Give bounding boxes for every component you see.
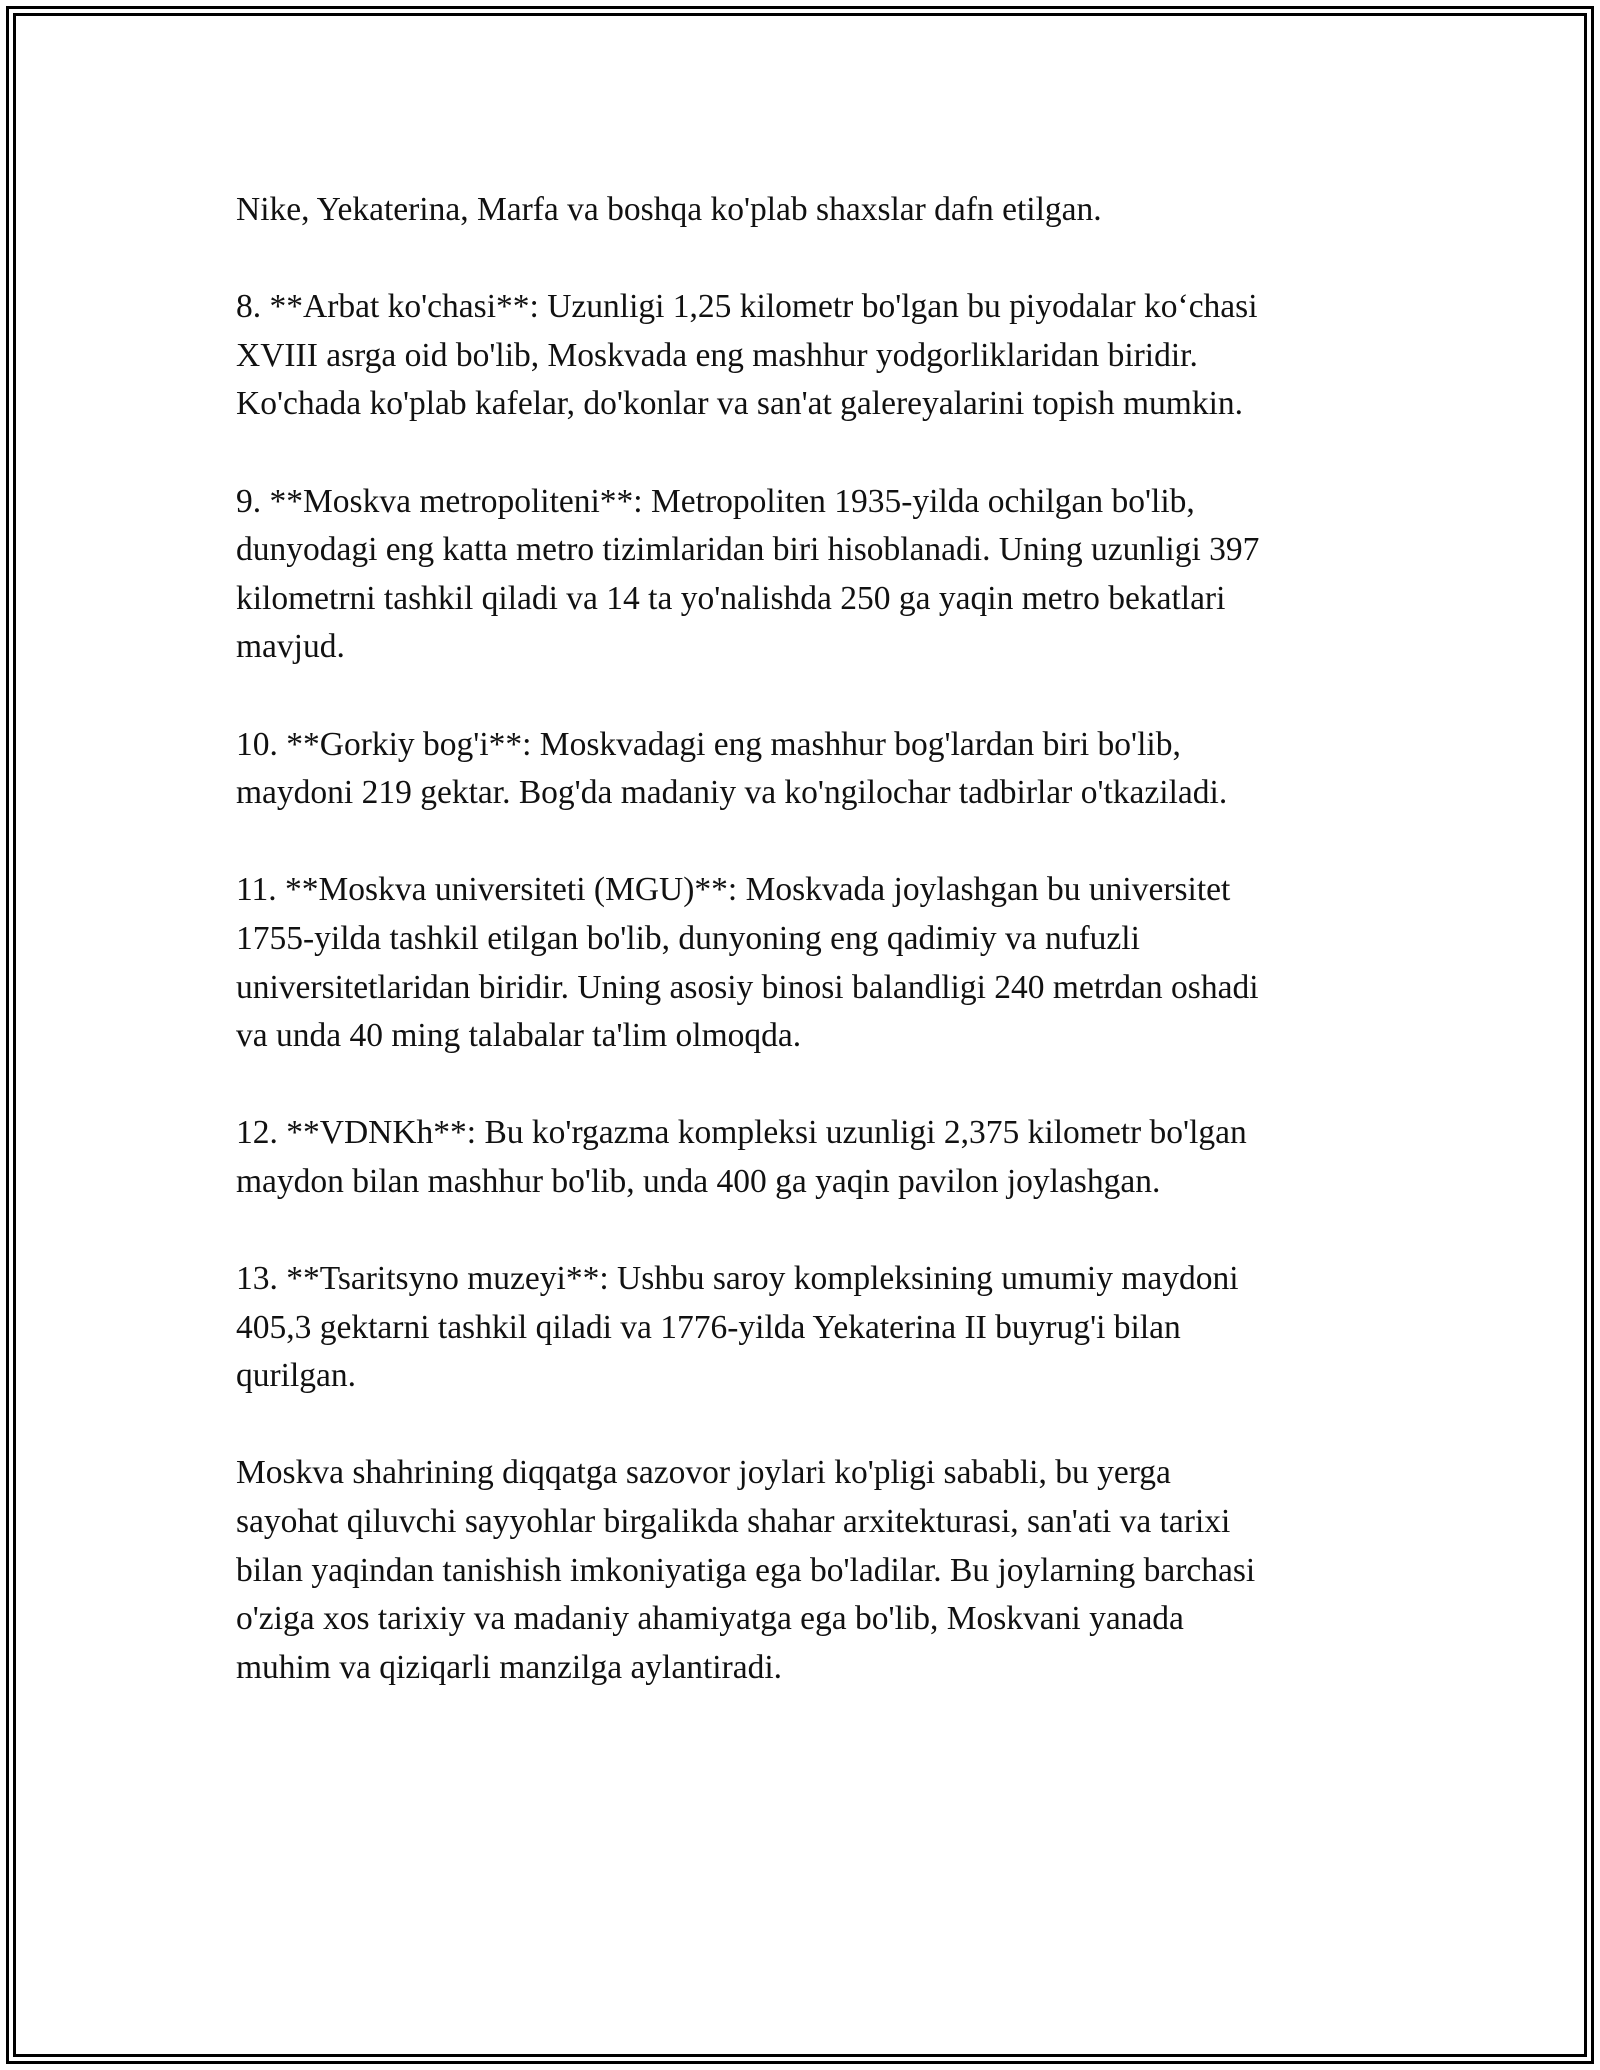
document-body	[236, 186, 1376, 1741]
paragraph-moscow-university: 11. **Moskva universiteti (MGU)**: Moskvada joylashgan bu universitet 1755-yilda tashkil etilgan bo'lib, dunyoning eng qadimiy va nufuzli universitetlaridan biridir. Uning asosiy binosi balandligi 240 metrdan oshadi va unda 40 ming talabalar ta'lim olmoqda.	[236, 871, 1259, 1055]
paragraph-moscow-metro: 9. **Moskva metropoliteni**: Metropoliten 1935-yilda ochilgan bo'lib, dunyodagi eng katta metro tizimlaridan biri hisoblanadi. Uning uzunligi 397 kilometrni tashkil qiladi va 14 ta yo'nalishda 250 ga yaqin metro bekatlari mavjud.	[236, 482, 1260, 666]
paragraph-arbat-street: 8. **Arbat ko'chasi**: Uzunligi 1,25 kilometr bo'lgan bu piyodalar ko‘chasi XVIII asrga oid bo'lib, Moskvada eng mashhur yodgorliklaridan biridir. Ko'chada ko'plab kafelar, do'konlar va san'at galereyalarini topish mumkin.	[236, 288, 1258, 423]
paragraph-conclusion: Moskva shahrining diqqatga sazovor joylari ko'pligi sababli, bu yerga sayohat qiluvchi sayyohlar birgalikda shahar arxitekturasi, san'ati va tarixi bilan yaqindan tanishish imkoniyatiga ega bo'ladilar. Bu joylarning barchasi o'ziga xos tarixiy va madaniy ahamiyatga ega bo'lib, Moskvani yanada muhim va qiziqarli manzilga aylantiradi.	[236, 1454, 1256, 1686]
paragraph-continuation: Nike, Yekaterina, Marfa va boshqa ko'plab shaxslar dafn etilgan.	[236, 191, 1102, 228]
paragraph-tsaritsyno: 13. **Tsaritsyno muzeyi**: Ushbu saroy kompleksining umumiy maydoni 405,3 gektarni tashkil qiladi va 1776-yilda Yekaterina II buyrug'i bilan qurilgan.	[236, 1260, 1239, 1395]
paragraph-vdnkh: 12. **VDNKh**: Bu ko'rgazma kompleksi uzunligi 2,375 kilometr bo'lgan maydon bilan mashhur bo'lib, unda 400 ga yaqin pavilon joylashgan.	[236, 1114, 1247, 1200]
paragraph-gorky-park: 10. **Gorkiy bog'i**: Moskvadagi eng mashhur bog'lardan biri bo'lib, maydoni 219 gektar. Bog'da madaniy va ko'ngilochar tadbirlar o'tkaziladi.	[236, 725, 1228, 812]
